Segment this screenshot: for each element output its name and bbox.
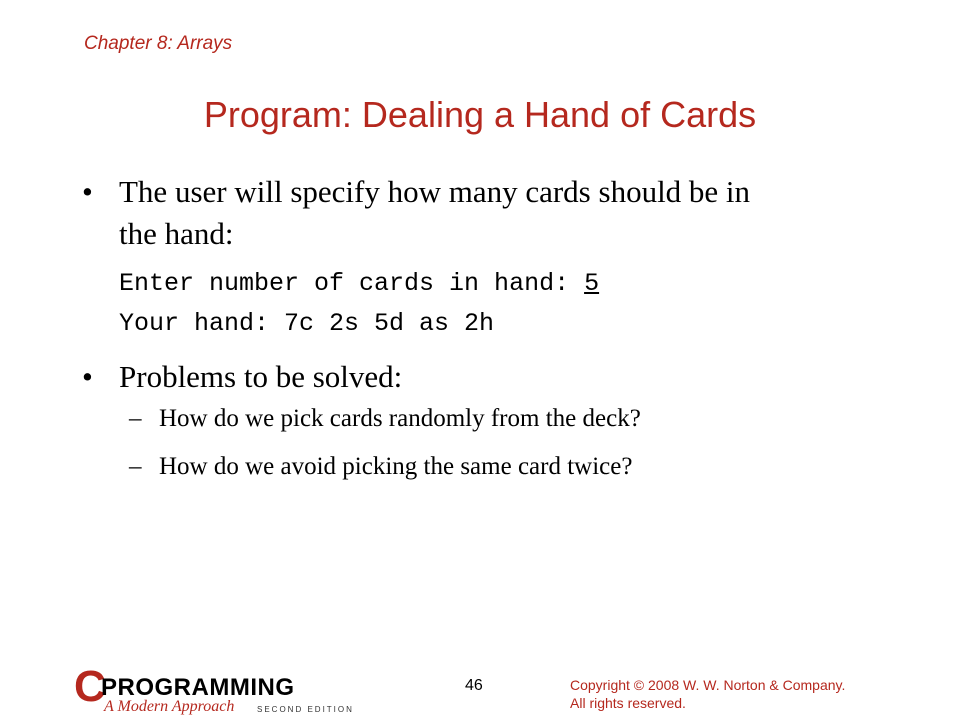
code-user-input: 5 (584, 269, 600, 298)
subbullet-text: How do we avoid picking the same card twice? (159, 453, 633, 480)
code-sample-line-2: Your hand: 7c 2s 5d as 2h (119, 309, 495, 338)
bullet-line: Problems to be solved: (119, 359, 403, 394)
subbullet-random (129, 405, 641, 433)
code-sample-line-1 (119, 266, 599, 302)
copyright-line: All rights reserved. (570, 695, 686, 711)
logo-wordmark: PROGRAMMING (101, 674, 295, 701)
code-prompt: Enter number of cards in hand: (119, 269, 585, 298)
subbullet-text: How do we pick cards randomly from the deck? (159, 405, 641, 432)
page-number: 46 (465, 677, 483, 694)
logo-c-icon: C (74, 662, 106, 711)
bullet-dot: • (82, 359, 93, 394)
subbullet-dash: – (129, 405, 142, 432)
chapter-label: Chapter 8: Arrays (84, 33, 233, 54)
slide-title: Program: Dealing a Hand of Cards (203, 94, 757, 135)
logo-edition: SECOND EDITION (257, 705, 354, 714)
book-logo (74, 662, 364, 718)
bullet-line: The user will specify how many cards should be in (119, 174, 751, 209)
copyright-notice (570, 676, 845, 712)
bullet-problems (82, 356, 882, 398)
bullet-dot: • (82, 174, 93, 209)
bullet-line: the hand: (119, 216, 234, 251)
bullet-user-input (82, 171, 882, 255)
logo-subtitle: A Modern Approach (104, 698, 235, 715)
subbullet-duplicate (129, 453, 632, 481)
copyright-line: Copyright © 2008 W. W. Norton & Company. (570, 677, 846, 693)
subbullet-dash: – (129, 453, 142, 480)
